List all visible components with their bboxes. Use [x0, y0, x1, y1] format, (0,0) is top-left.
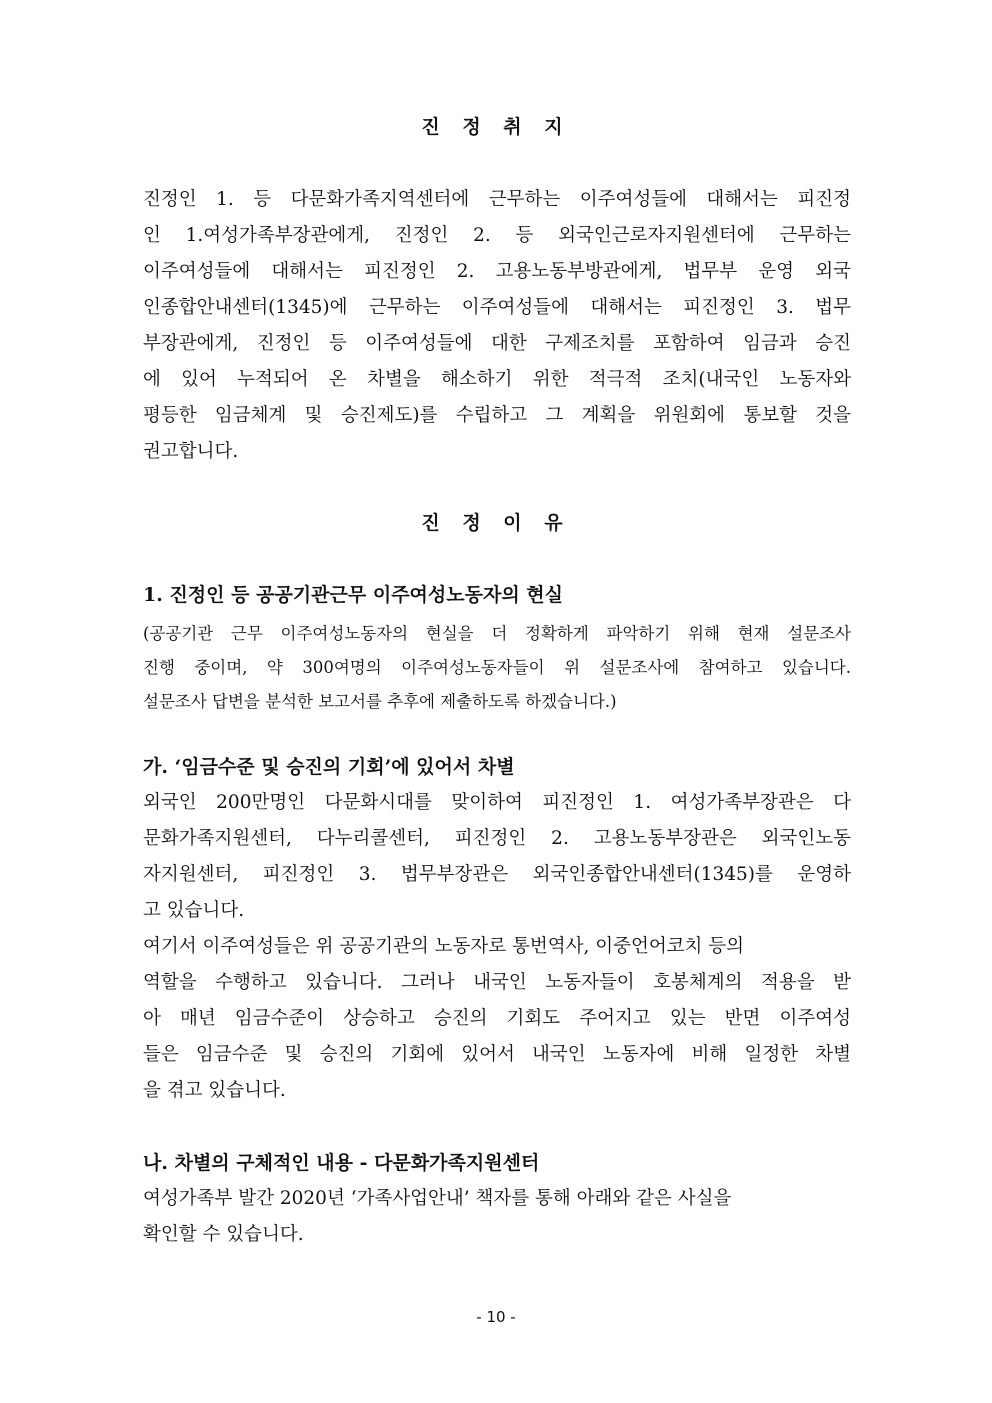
paragraph-line: 인종합안내센터(1345)에 근무하는 이주여성들에 대해서는 피진정인 3. 법무: [143, 297, 851, 318]
note-line: 설문조사 답변을 분석한 보고서를 추후에 제출하도록 하겠습니다.): [143, 692, 617, 711]
paragraph-line: 확인할 수 있습니다.: [143, 1224, 304, 1245]
section-title-reasons: 진 정 이 유: [421, 512, 571, 534]
note-line: (공공기관 근무 이주여성노동자의 현실을 더 정확하게 파악하기 위해 현재 설문조사: [143, 624, 851, 643]
paragraph-line: 인 1.여성가족부장관에게, 진정인 2. 등 외국인근로자지원센터에 근무하는: [143, 225, 851, 246]
item-ga-paragraph: [143, 785, 851, 1109]
paragraph-line: 부장관에게, 진정인 등 이주여성들에 대한 구제조치를 포함하여 임금과 승진: [143, 333, 851, 354]
item1-note: [143, 617, 851, 719]
paragraph-line: 외국인 200만명인 다문화시대를 맞이하여 피진정인 1. 여성가족부장관은 다: [143, 792, 851, 813]
paragraph-line: 문화가족지원센터, 다누리콜센터, 피진정인 2. 고용노동부장관은 외국인노동: [143, 828, 851, 849]
paragraph-line: 여성가족부 발간 2020년 ‘가족사업안내’ 책자를 통해 아래와 같은 사실을: [143, 1188, 732, 1209]
paragraph-line: 평등한 임금체계 및 승진제도)를 수립하고 그 계획을 위원회에 통보할 것을: [143, 405, 851, 426]
paragraph-line: 역할을 수행하고 있습니다. 그러나 내국인 노동자들이 호봉체계의 적용을 받: [143, 972, 851, 993]
paragraph-line: 아 매년 임금수준이 상승하고 승진의 기회도 주어지고 있는 반면 이주여성: [143, 1008, 851, 1029]
paragraph-line: 권고합니다.: [143, 441, 239, 462]
note-line: 진행 중이며, 약 300여명의 이주여성노동자들이 위 설문조사에 참여하고 있습니다.: [143, 658, 851, 677]
paragraph-line: 자지원센터, 피진정인 3. 법무부장관은 외국인종합안내센터(1345)를 운영하: [143, 864, 851, 885]
page-number: - 10 -: [476, 1308, 516, 1326]
paragraph-line: 진정인 1. 등 다문화가족지역센터에 근무하는 이주여성들에 대해서는 피진정: [143, 189, 851, 210]
item1-heading: 1. 진정인 등 공공기관근무 이주여성노동자의 현실: [143, 584, 563, 606]
purpose-paragraph: [143, 182, 851, 470]
paragraph-line: 들은 임금수준 및 승진의 기회에 있어서 내국인 노동자에 비해 일정한 차별: [143, 1044, 851, 1065]
paragraph-line: 고 있습니다.: [143, 900, 245, 921]
item-na-heading: 나. 차별의 구체적인 내용 - 다문화가족지원센터: [143, 1152, 540, 1174]
paragraph-line: 여기서 이주여성들은 위 공공기관의 노동자로 통번역사, 이중언어코치 등의: [143, 936, 745, 957]
item-ga-heading: 가. ‘임금수준 및 승진의 기회’에 있어서 차별: [143, 756, 515, 778]
section-title-purpose: 진 정 취 지: [421, 116, 571, 138]
paragraph-line: 에 있어 누적되어 온 차별을 해소하기 위한 적극적 조치(내국인 노동자와: [143, 369, 851, 390]
item-na-paragraph: [143, 1181, 851, 1253]
paragraph-line: 을 겪고 있습니다.: [143, 1080, 286, 1101]
paragraph-line: 이주여성들에 대해서는 피진정인 2. 고용노동부방관에게, 법무부 운영 외국: [143, 261, 851, 282]
